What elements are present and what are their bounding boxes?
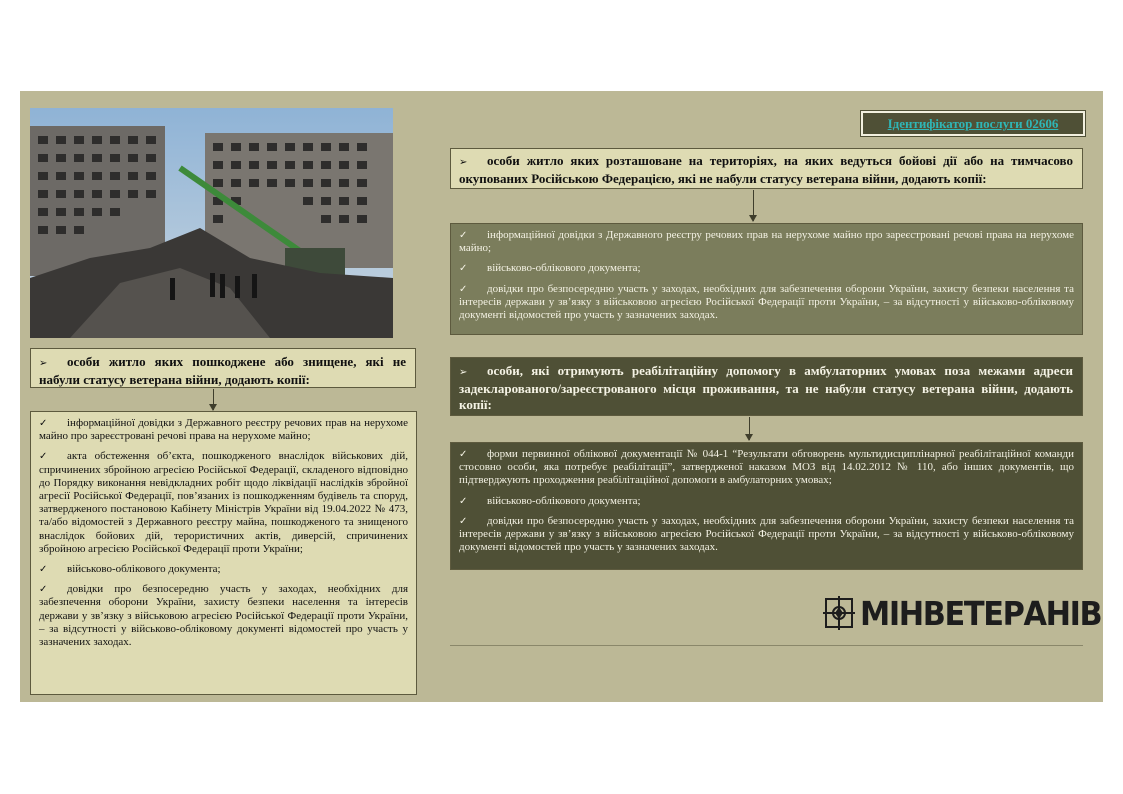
arrow-bullet-icon: ➢ (39, 358, 48, 369)
list-item: ✓ акта обстеження об’єкта, пошкодженого внаслідок військових дій, спричинених збройною агресією Російської Федерації, складеного відповідно до Порядку виконання невідкладних робіт щодо ліквідації наслідків збройної агресії Російської Федерації, пов’язаних із пошкодженням будівель та споруд, затвердженого постановою Кабінету Міністрів України від 19.04.2022 № 473, та/або відомостей з Державного реєстру майна, пошкодженого та знищеного внаслідок бойових дій, терористичних актів, диверсій, спричинених збройною агресією Російської Федерації проти України; (39, 450, 408, 555)
right-bottom-header-text: особи, які отримують реабілітаційну допомогу в амбулаторних умовах поза межами адреси задекларованого/зареєстрованого місця проживання, та не набули статусу ветерана війни, додають копії: (459, 363, 1073, 412)
check-icon: ✓ (39, 564, 48, 576)
check-icon: ✓ (459, 515, 468, 527)
logo-text: МІНВЕТЕРАНІВ (860, 593, 1102, 633)
check-icon: ✓ (459, 263, 468, 275)
right-bottom-header-box (450, 357, 1083, 416)
list-item: ✓ довідки про безпосередню участь у заходах, необхідних для забезпечення оборони України, захисту безпеки населення та інтересів держави у зв’язку з військовою агресією Російської Федерації проти України, – за відсутності у військово-обліковому документі відомостей про участь у зазначених заходах. (39, 583, 408, 649)
list-item: ✓ довідки про безпосередню участь у заходах, необхідних для забезпечення оборони України, захисту безпеки населення та інтересів держави у зв’язку з військовою агресією Російської Федерації проти України, – за відсутності у військово-обліковому документі відомостей про участь у зазначених заходах. (459, 282, 1074, 322)
check-icon: ✓ (459, 230, 468, 241)
right-top-connector-arrow (753, 190, 754, 221)
list-item: ✓ військово-облікового документа; (459, 494, 641, 507)
service-id-label[interactable] (861, 111, 1085, 136)
check-icon: ✓ (459, 283, 468, 295)
left-connector-arrow (213, 389, 214, 410)
check-icon: ✓ (39, 451, 48, 463)
list-item: ✓ інформаційної довідки з Державного реєстру речових прав на нерухоме майно про зареєстровані речові права на нерухоме майно; (459, 229, 1074, 255)
emblem-icon (822, 595, 856, 631)
slide (20, 91, 1103, 702)
destroyed-building-photo (30, 108, 393, 338)
check-icon: ✓ (459, 449, 468, 460)
list-item: ✓ військово-облікового документа; (459, 262, 641, 275)
right-top-header-box (450, 148, 1083, 189)
check-icon: ✓ (459, 495, 468, 507)
check-icon: ✓ (39, 418, 48, 429)
list-item: ✓ військово-облікового документа; (39, 563, 221, 576)
arrow-bullet-icon: ➢ (459, 367, 468, 378)
list-item: ✓ інформаційної довідки з Державного реєстру речових прав на нерухоме майно про зареєстровані речові права на нерухоме майно; (39, 417, 408, 443)
right-top-documents-list (450, 223, 1083, 335)
service-id-text[interactable]: Ідентифікатор послуги 02606 (887, 116, 1059, 131)
arrow-bullet-icon: ➢ (459, 157, 468, 168)
list-item: ✓ довідки про безпосередню участь у заходах, необхідних для забезпечення оборони України, захисту безпеки населення та інтересів держави у зв’язку з військовою агресією Російської Федерації проти України, – за відсутності у військово-обліковому документі відомостей про участь у зазначених заходах. (459, 514, 1074, 554)
list-item: ✓ форми первинної облікової документації № 044-1 “Результати обговорень мультидисциплінарної реабілітаційної команди стосовно особи, яка потребує реабілітації”, затвердженої наказом МОЗ від 14.02.2012 № 110, або інших документів, що підтверджують проходження реабілітаційної допомоги в амбулаторних умовах; (459, 448, 1074, 487)
check-icon: ✓ (39, 584, 48, 596)
left-documents-list (30, 411, 417, 695)
right-bottom-connector-arrow (749, 417, 750, 440)
right-top-header-text: особи житло яких розташоване на територіях, на яких ведуться бойові дії або на тимчасово окупованих Російською Федерацією, які не набули статусу ветерана війни, додають копії: (459, 153, 1073, 186)
footer-divider (450, 645, 1083, 646)
left-header-text: особи житло яких пошкоджене або знищене, які не набули статусу ветерана війни, додають копії: (39, 354, 406, 387)
minveteraniv-logo (822, 594, 1122, 632)
left-header-box (30, 348, 416, 388)
right-bottom-documents-list (450, 442, 1083, 570)
